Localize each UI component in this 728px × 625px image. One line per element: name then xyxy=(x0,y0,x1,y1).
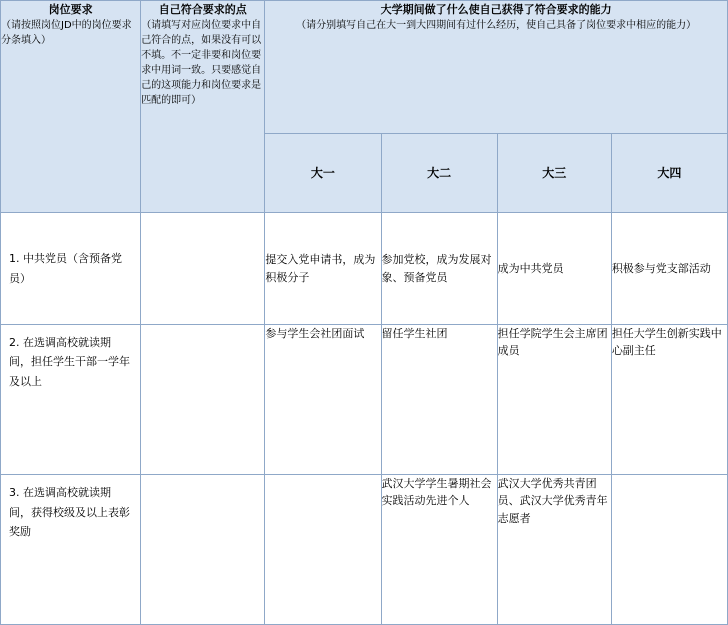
row-3-year-4[interactable] xyxy=(611,474,727,624)
table-row xyxy=(1,213,728,324)
header-year-3: 大三 xyxy=(497,134,611,213)
row-3-self-match[interactable] xyxy=(141,474,265,624)
header-self-match-note: （请填写对应岗位要求中自己符合的点，如果没有可以不填。不一定非要和岗位要求中用词一致。只要感觉自己的这项能力和岗位要求是匹配的即可） xyxy=(141,20,262,107)
row-2-year-4[interactable]: 担任大学生创新实践中心副主任 xyxy=(611,324,727,474)
row-1-year-2[interactable]: 参加党校，成为发展对象、预备党员 xyxy=(381,213,497,324)
row-1-job-requirement: 1. 中共党员（含预备党员） xyxy=(1,213,141,324)
header-year-4: 大四 xyxy=(611,134,727,213)
header-college-experience-note: （请分别填写自己在大一到大四期间有过什么经历，使自己具备了岗位要求中相应的能力） xyxy=(296,20,697,32)
row-2-year-2[interactable]: 留任学生社团 xyxy=(381,324,497,474)
row-1-year-1[interactable]: 提交入党申请书，成为积极分子 xyxy=(265,213,381,324)
header-college-experience xyxy=(265,1,728,134)
header-self-match-title: 自己符合要求的点 xyxy=(158,3,247,16)
table-row xyxy=(1,324,728,474)
row-3-job-requirement: 3. 在选调高校就读期间，获得校级及以上表彰奖励 xyxy=(1,474,141,624)
row-3-year-3[interactable]: 武汉大学优秀共青团员、武汉大学优秀青年志愿者 xyxy=(497,474,611,624)
table-row xyxy=(1,474,728,624)
row-2-year-1[interactable]: 参与学生会社团面试 xyxy=(265,324,381,474)
row-2-year-3[interactable]: 担任学院学生会主席团成员 xyxy=(497,324,611,474)
row-1-year-3[interactable]: 成为中共党员 xyxy=(497,213,611,324)
header-job-requirement xyxy=(1,1,141,213)
header-job-requirement-title: 岗位要求 xyxy=(48,3,93,16)
row-2-job-requirement: 2. 在选调高校就读期间，担任学生干部一学年及以上 xyxy=(1,324,141,474)
row-2-self-match[interactable] xyxy=(141,324,265,474)
row-1-year-4[interactable]: 积极参与党支部活动 xyxy=(611,213,727,324)
row-3-year-2[interactable]: 武汉大学学生暑期社会实践活动先进个人 xyxy=(381,474,497,624)
header-row-top xyxy=(1,1,728,134)
header-college-experience-title: 大学期间做了什么使自己获得了符合要求的能力 xyxy=(380,3,612,16)
header-self-match xyxy=(141,1,265,213)
row-3-year-1[interactable] xyxy=(265,474,381,624)
header-job-requirement-note: （请按照岗位JD中的岗位要求分条填入） xyxy=(1,20,132,47)
header-year-2: 大二 xyxy=(381,134,497,213)
header-year-1: 大一 xyxy=(265,134,381,213)
row-1-self-match[interactable] xyxy=(141,213,265,324)
